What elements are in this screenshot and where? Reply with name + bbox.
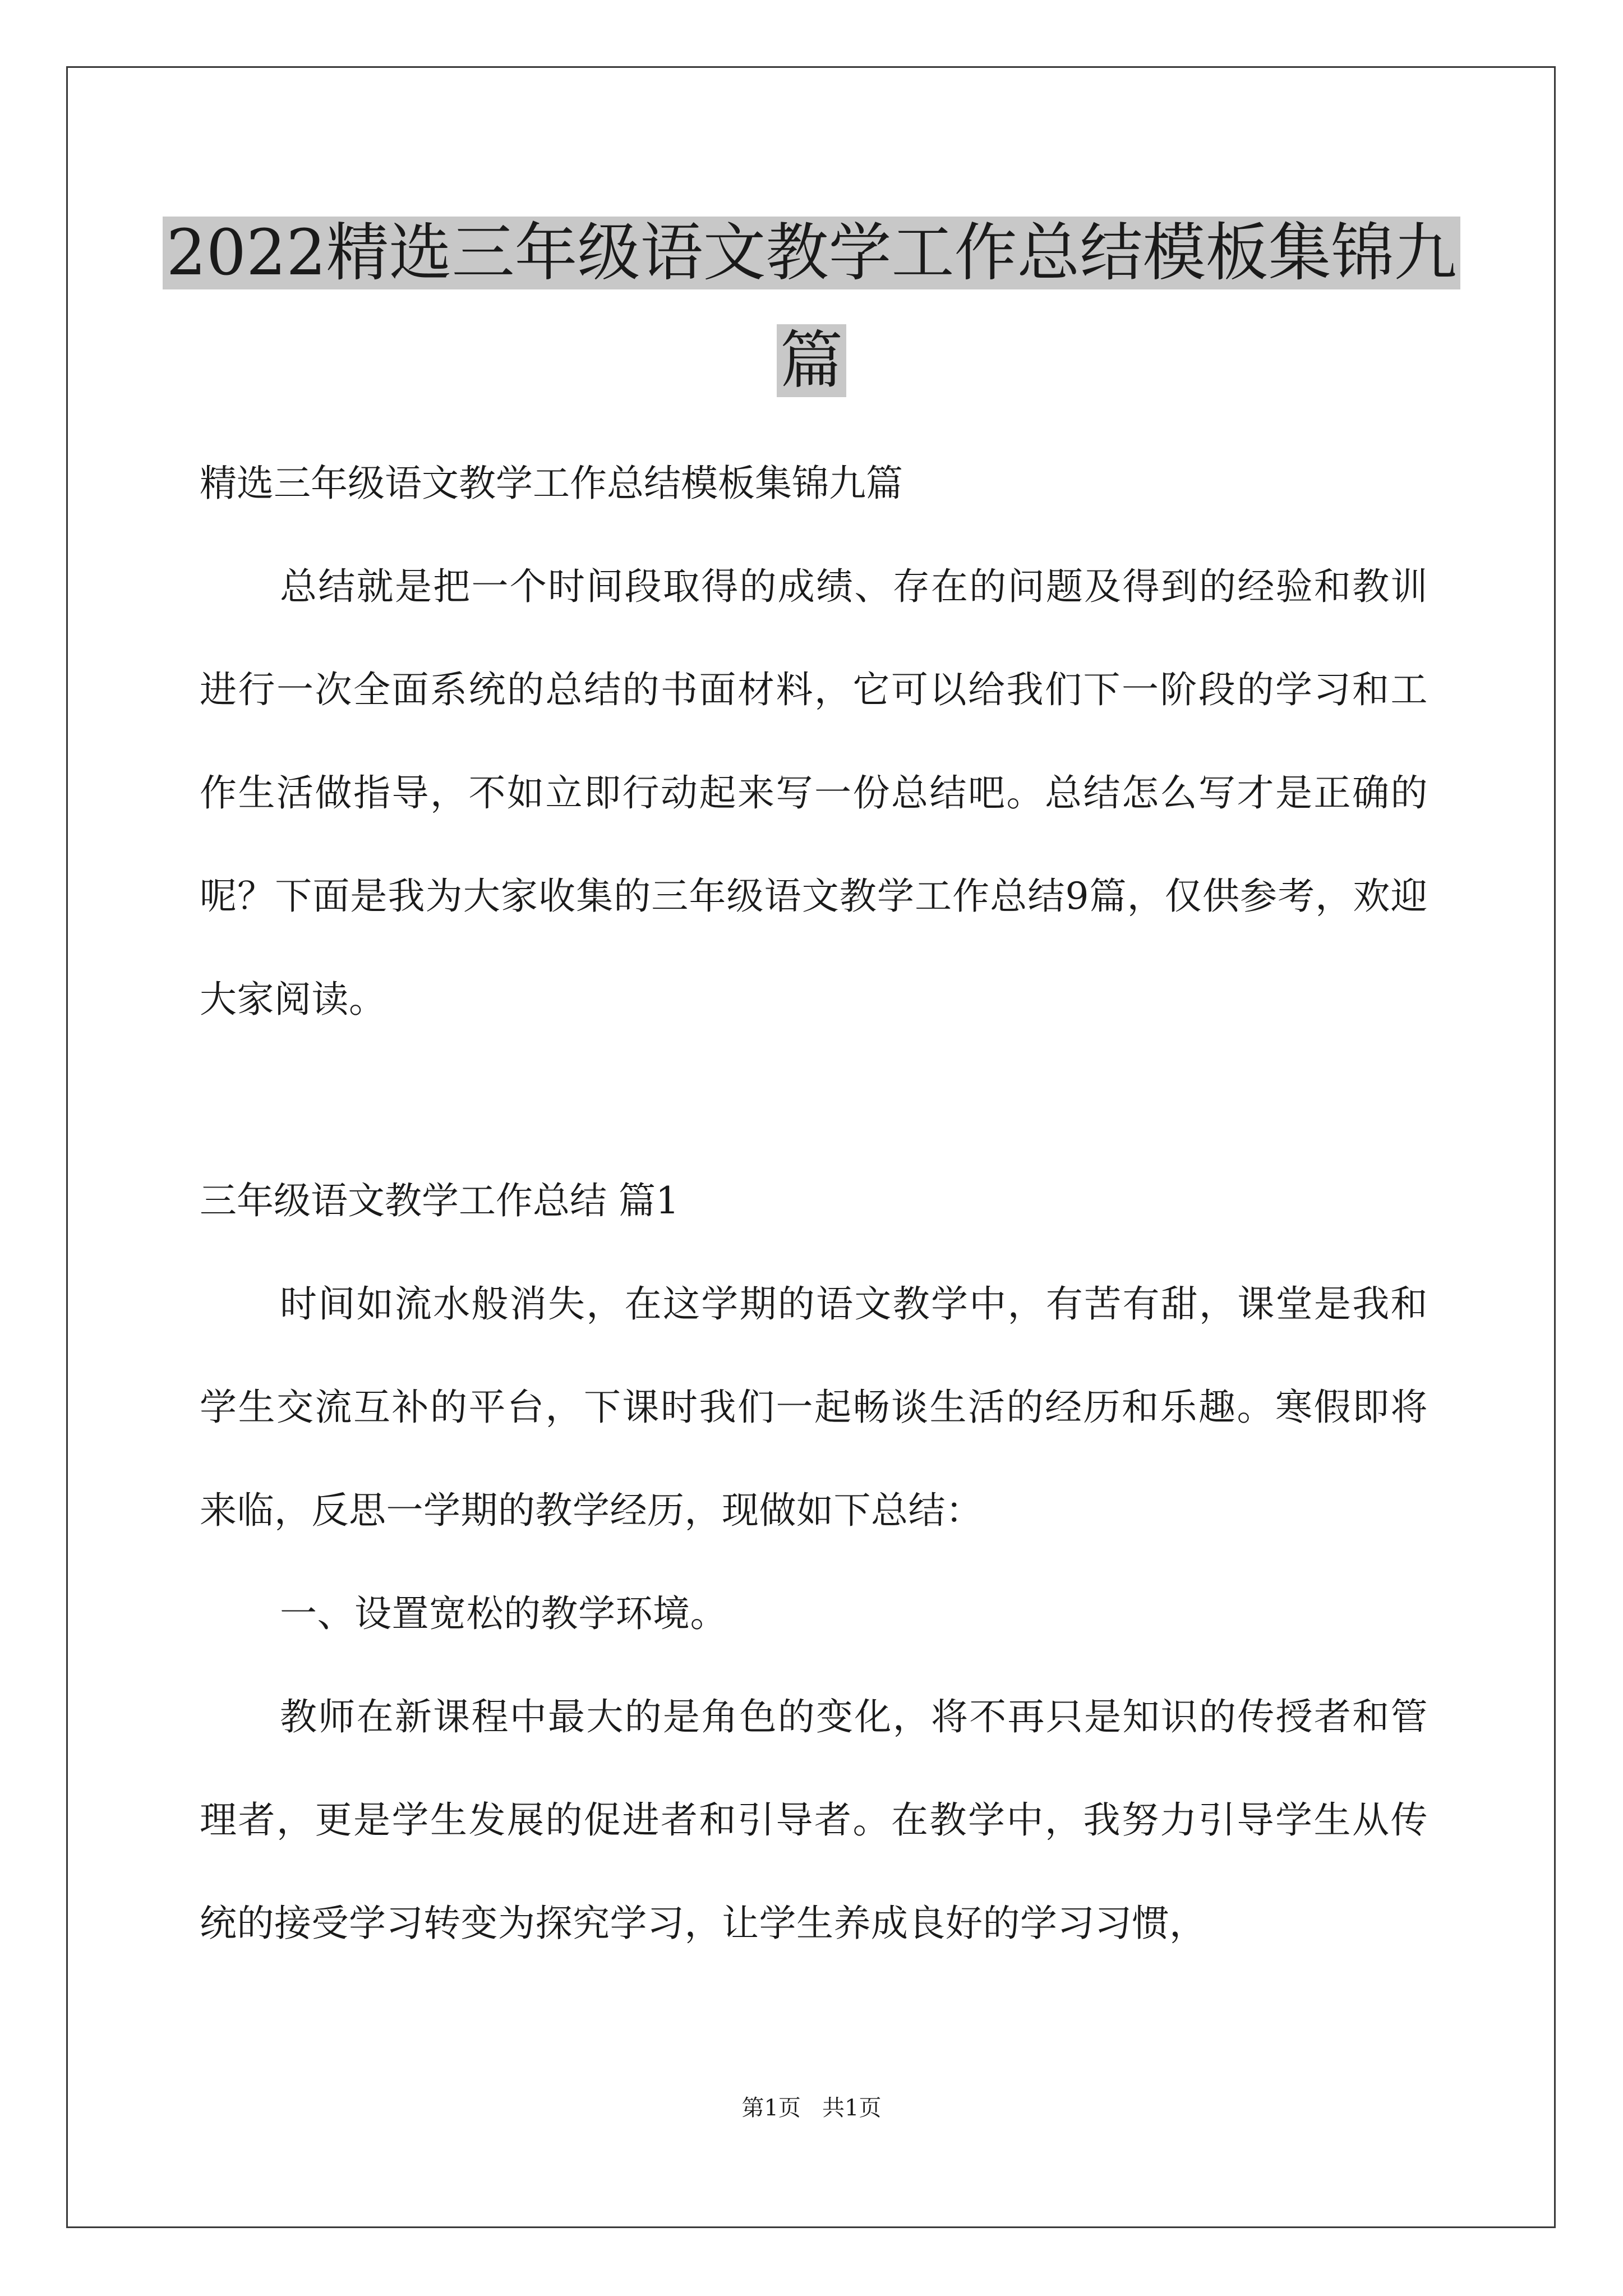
body-paragraph: 时间如流水般消失，在这学期的语文教学中，有苦有甜，课堂是我和学生交流互补的平台，下课时我们一起畅谈生活的经历和乐趣。寒假即将来临，反思一学期的教学经历，现做如下总结： bbox=[200, 1282, 1428, 1532]
title-line-1: 2022精选三年级语文教学工作总结模板集锦九 bbox=[163, 217, 1460, 289]
document-body bbox=[200, 432, 1428, 1975]
section-spacer bbox=[200, 1051, 1428, 1149]
body-paragraph: 一、设置宽松的教学环境。 bbox=[280, 1592, 727, 1635]
section-heading: 三年级语文教学工作总结 篇1 bbox=[200, 1179, 679, 1222]
page-footer: 第1页 共1页 bbox=[741, 2095, 882, 2121]
title-line-2: 篇 bbox=[777, 324, 846, 397]
intro-paragraph: 总结就是把一个时间段取得的成绩、存在的问题及得到的经验和教训进行一次全面系统的总结的书面材料，它可以给我们下一阶段的学习和工作生活做指导，不如立即行动起来写一份总结吧。总结怎么写才是正确的呢？下面是我为大家收集的三年级语文教学工作总结9篇，仅供参考，欢迎大家阅读。 bbox=[200, 565, 1428, 1021]
body-paragraph: 教师在新课程中最大的是角色的变化，将不再只是知识的传授者和管理者，更是学生发展的促进者和引导者。在教学中，我努力引导学生从传统的接受学习转变为探究学习，让学生养成良好的学习习惯， bbox=[200, 1695, 1428, 1945]
document-subtitle: 精选三年级语文教学工作总结模板集锦九篇 bbox=[200, 462, 903, 505]
document-title bbox=[0, 199, 1623, 415]
